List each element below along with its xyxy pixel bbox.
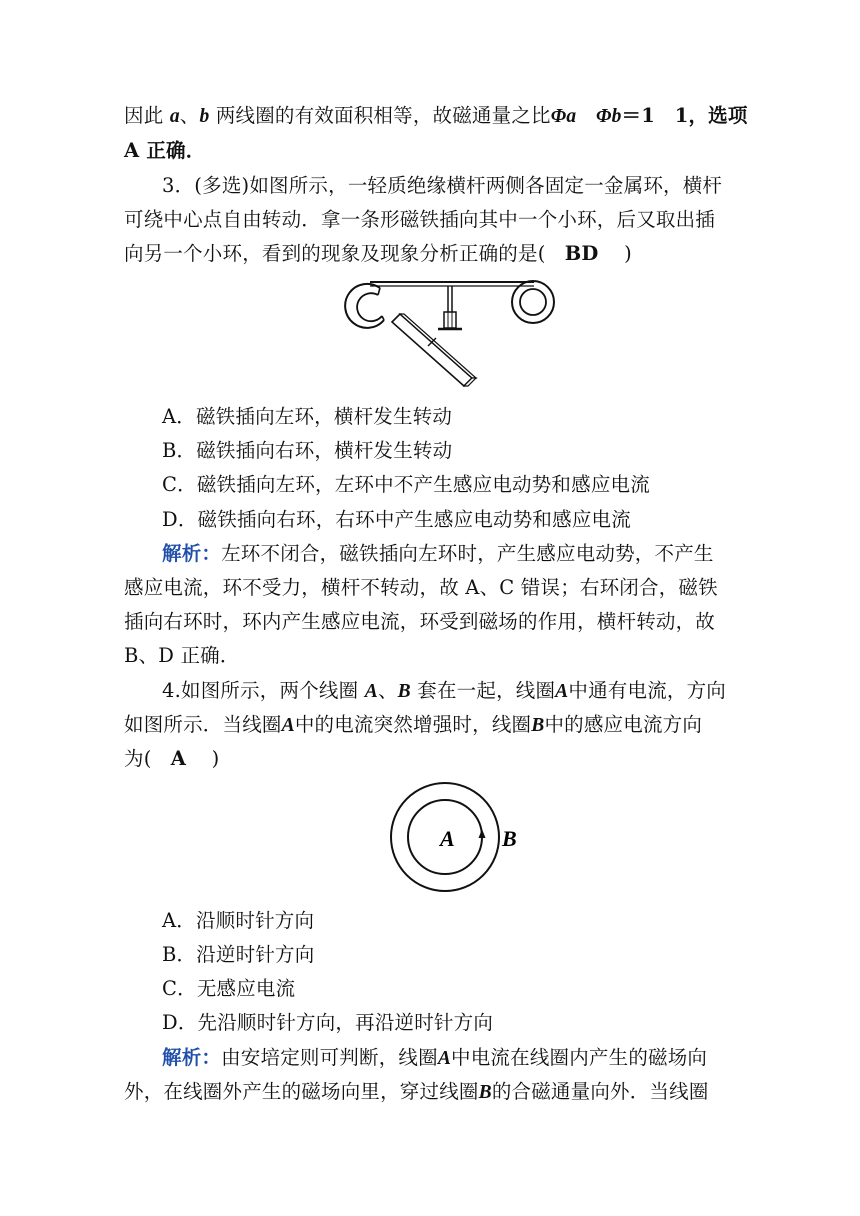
text: 插向右环时，环内产生感应电流，环受到磁场的作用，横杆转动，故	[124, 610, 716, 633]
text: D．先沿顺时针方向，再沿逆时针方向	[162, 1011, 494, 1034]
q4-option-a	[162, 904, 782, 938]
q3-option-a	[162, 400, 782, 434]
bar-magnet	[392, 314, 476, 386]
q4-stem-2	[124, 708, 744, 743]
text: B．磁铁插向右环，横杆发生转动	[162, 439, 453, 462]
left-open-ring	[345, 284, 384, 328]
text: 中的电流突然增强时，线圈	[294, 713, 532, 736]
right-closed-ring	[512, 281, 554, 323]
var-A: A	[364, 681, 378, 702]
q3-analysis-3	[124, 605, 744, 639]
q3-stem-2	[124, 203, 744, 237]
text: A．磁铁插向左环，横杆发生转动	[162, 405, 453, 428]
text: 外，在线圈外产生的磁场向里，穿过线圈	[124, 1080, 479, 1103]
var-A: A	[281, 715, 295, 736]
text: 中的感应电流方向	[544, 713, 703, 736]
analysis-label: 解析：	[162, 542, 222, 565]
text: 中电流在线圈内产生的磁场向	[451, 1046, 708, 1069]
text: )	[211, 747, 220, 770]
q3-stem-1	[162, 169, 782, 203]
var-B: B	[478, 1082, 492, 1103]
text: 中通有电流，方向	[568, 679, 726, 702]
q4-option-b	[162, 938, 782, 972]
text: 左环不闭合，磁铁插向左环时，产生感应电动势，不产生	[221, 542, 714, 565]
text: 向另一个小环，看到的现象及现象分析正确的是(	[124, 242, 546, 265]
var-A: A	[437, 1048, 452, 1069]
text: A 正确．	[124, 139, 206, 162]
text: B．沿逆时针方向	[162, 943, 315, 966]
coils-figure	[380, 780, 530, 895]
q3-analysis-4	[124, 639, 744, 673]
var-a: a	[169, 106, 180, 127]
var-b: b	[199, 106, 210, 127]
text: )	[624, 242, 632, 265]
q3-analysis-2	[124, 571, 744, 605]
q4-analysis-1	[162, 1041, 782, 1076]
ratio-text: ＝1 1，选项	[621, 104, 748, 127]
text: 如图所示．当线圈	[124, 713, 282, 736]
q3-option-b	[162, 434, 782, 468]
q4-analysis-2	[124, 1075, 744, 1110]
text: B、D 正确．	[124, 644, 240, 667]
var-A: A	[555, 681, 569, 702]
text: 套在一起，线圈	[417, 679, 556, 702]
pivot-stand	[438, 286, 462, 329]
text: 可绕中心点自由转动．拿一条形磁铁插向其中一个小环，后又取出插	[124, 208, 716, 231]
text: A．沿顺时针方向	[162, 909, 315, 932]
q4-answer: A	[170, 747, 187, 770]
text: 由安培定则可判断，线圈	[221, 1046, 438, 1069]
lever-rings-figure	[340, 272, 560, 398]
prev-analysis-line-2	[124, 134, 744, 168]
prev-analysis-line-1	[124, 99, 748, 134]
text: 、	[179, 104, 200, 127]
text: 两线圈的有效面积相等，故磁通量之比	[215, 104, 551, 127]
var-phi-b: Φb	[595, 106, 622, 127]
var-B: B	[397, 681, 411, 702]
q3-answer: BD	[564, 242, 599, 265]
text: 为(	[124, 747, 152, 770]
coil-b-label: B	[502, 826, 517, 851]
text: 因此	[124, 104, 164, 127]
var-B: B	[531, 715, 545, 736]
text: 感应电流，环不受力，横杆不转动，故 A、C 错误；右环闭合，磁铁	[124, 576, 718, 599]
q3-analysis-1	[162, 537, 782, 571]
text: 的合磁通量向外．当线圈	[491, 1080, 709, 1103]
text: D．磁铁插向右环，右环中产生感应电动势和感应电流	[162, 508, 631, 531]
text: C．无感应电流	[162, 977, 296, 1000]
text: 3．(多选)如图所示，一轻质绝缘横杆两侧各固定一金属环，横杆	[162, 174, 723, 197]
current-arrow-icon	[479, 829, 486, 838]
q4-option-d	[162, 1006, 782, 1040]
q4-option-c	[162, 972, 782, 1006]
q4-stem-1: 4.如图所示，两个线圈 A、B 套在一起，线圈A中通有电流，方向	[162, 679, 726, 702]
q3-option-c	[162, 468, 782, 502]
coil-a-label: A	[440, 826, 455, 851]
q3-option-d	[162, 503, 782, 537]
q3-stem-3	[124, 237, 744, 271]
analysis-label: 解析：	[162, 1046, 222, 1069]
q4-stem-3	[124, 742, 744, 776]
text: 4.如图所示，两个线圈	[162, 679, 359, 702]
var-phi-a: Φa	[550, 106, 577, 127]
text: C．磁铁插向左环，左环中不产生感应电动势和感应电流	[162, 473, 650, 496]
